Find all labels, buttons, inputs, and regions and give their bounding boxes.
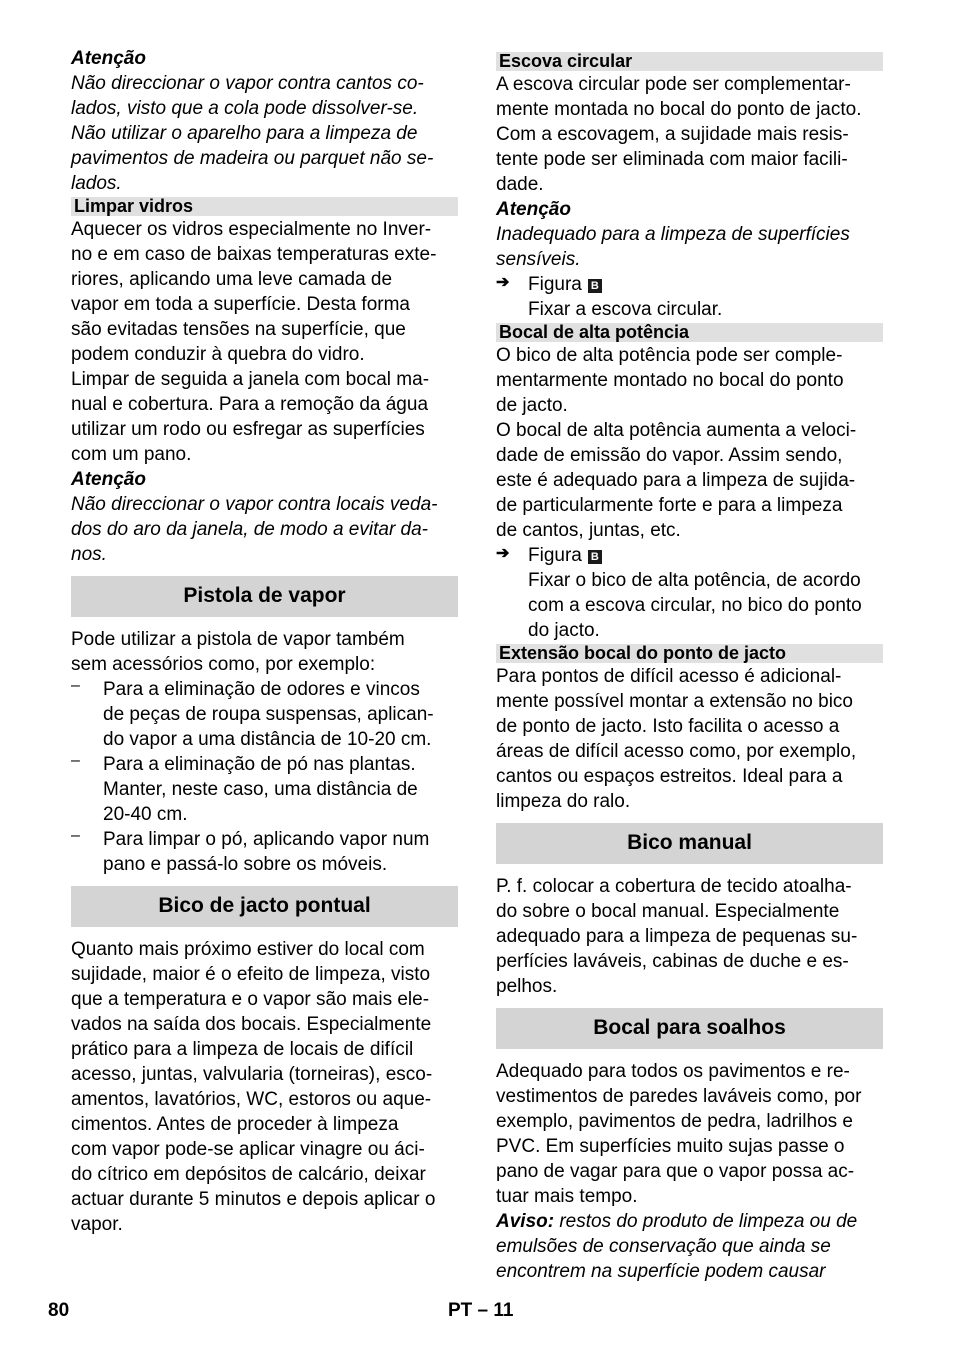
figure-letter-box: B [588,279,602,293]
dash-bullet: – [71,677,80,694]
alta-potencia-text: O bico de alta potência pode ser comple- mentarmente montado no bocal do ponto de jacto. O bocal de alta potência aumenta a veloci- dade de emissão do vapor. Assim sendo, este é adequado para a limpeza de sujida- de particularmente forte e para a limpeza de cantos, juntas, etc. [496,345,857,541]
limpar-vidros-text: Aquecer os vidros especialmente no Inver- no e em caso de baixas temperaturas exte- riores, aplicando uma leve camada de vapor em toda a superfície. Desta forma são evitadas tensões na superfície, que podem conduzir à quebra do vidro. Limpar de seguida a janela com bocal ma- nual e cobertura. Para a remoção da água utilizar um rodo ou esfregar as superfícies com um pano. [71,219,437,465]
right-column [496,46,883,1284]
soalhos-text: Adequado para todos os pavimentos e re- vestimentos de paredes laváveis como, por exemplo, pavimentos de pedra, ladrilhos e PVC. Em superfícies muito sujas passe o pano de vagar para que o vapor possa ac- tuar mais tempo. [496,1061,862,1207]
list-item: – Para limpar o pó, aplicando vapor num pano e passá-lo sobre os móveis. [71,827,430,875]
subheading-bocal-alta-potencia: Bocal de alta potência [496,323,883,342]
list-item: – Para a eliminação de odores e vincos de peças de roupa suspensas, aplican- do vapor a uma distância de 10-20 cm. [71,677,434,750]
dash-bullet: – [71,827,80,844]
list-item: – Para a eliminação de pó nas plantas. Manter, neste caso, uma distância de 20-40 cm. [71,752,418,825]
step-text: Fixar o bico de alta potência, de acordo com a escova circular, no bico do ponto do jacto. [528,570,862,641]
subheading-escova-circular: Escova circular [496,52,883,71]
aviso-label: Aviso: [496,1211,555,1232]
aviso-note: Aviso: restos do produto de limpeza ou de emulsões de conservação que ainda se encontrem na superfície podem causar [496,1211,858,1282]
subheading-extensao-bocal: Extensão bocal do ponto de jacto [496,644,883,663]
bico-jacto-text: Quanto mais próximo estiver do local com sujidade, maior é o efeito de limpeza, visto que a temperatura e o vapor são mais ele- vados na saída dos bocais. Especialmente prático para a limpeza de locais de difícil acesso, juntas, valvularia (torneiras), esco- amentos, lavatórios, WC, estoros ou aque- cimentos. Antes de proceder à limpeza com vapor pode-se aplicar vinagre ou áci- do cítrico em depósitos de calcário, deixar actuar durante 5 minutos e depois aplicar o vapor. [71,939,436,1235]
attention-text: Inadequado para a limpeza de superfícies sensíveis. [496,224,850,270]
figura-label: Figura [528,274,582,295]
left-column [71,46,458,1237]
figura-label: Figura [528,545,582,566]
attention-text: Não direccionar o vapor contra locais veda- dos do aro da janela, de modo a evitar da- nos. [71,494,438,565]
section-heading-bico-de-jacto-pontual: Bico de jacto pontual [71,886,458,927]
attention-heading: Atenção [496,199,571,220]
bico-manual-text: P. f. colocar a cobertura de tecido atoalha- do sobre o bocal manual. Especialmente adequado para a limpeza de pequenas su- perfícies laváveis, cabinas de duche e es- pelhos. [496,876,858,997]
section-heading-bocal-para-soalhos: Bocal para soalhos [496,1008,883,1049]
attention-text: Não direccionar o vapor contra cantos co- lados, visto que a cola pode dissolver-se. Não utilizar o aparelho para a limpeza de pavimentos de madeira ou parquet não se- lados. [71,73,434,194]
figure-letter-box: B [588,550,602,564]
section-heading-bico-manual: Bico manual [496,823,883,864]
section-page-label: PT – 11 [448,1300,514,1321]
subheading-limpar-vidros: Limpar vidros [71,197,458,216]
arrow-right-icon: ➔ [496,545,510,562]
arrow-right-icon: ➔ [496,274,510,291]
extensao-text: Para pontos de difícil acesso é adicional- mente possível montar a extensão no bico de ponto de jacto. Isto facilita o acesso a áreas de difícil acesso como, por exemplo, cantos ou espaços estreitos. Ideal para a limpeza do ralo. [496,666,857,812]
figure-reference [496,543,883,568]
dash-bullet: – [71,752,80,769]
attention-heading: Atenção [71,48,146,69]
step-text: Fixar a escova circular. [528,299,723,320]
escova-text: A escova circular pode ser complementar- mente montada no bocal do ponto de jacto. Com a escovagem, a sujidade mais resis- tente pode ser eliminada com maior facili- dade. [496,74,862,195]
page-number: 80 [48,1300,70,1321]
section-heading-pistola-de-vapor: Pistola de vapor [71,576,458,617]
pistola-intro: Pode utilizar a pistola de vapor também sem acessórios como, por exemplo: [71,629,405,675]
figure-reference [496,272,883,297]
attention-heading: Atenção [71,469,146,490]
